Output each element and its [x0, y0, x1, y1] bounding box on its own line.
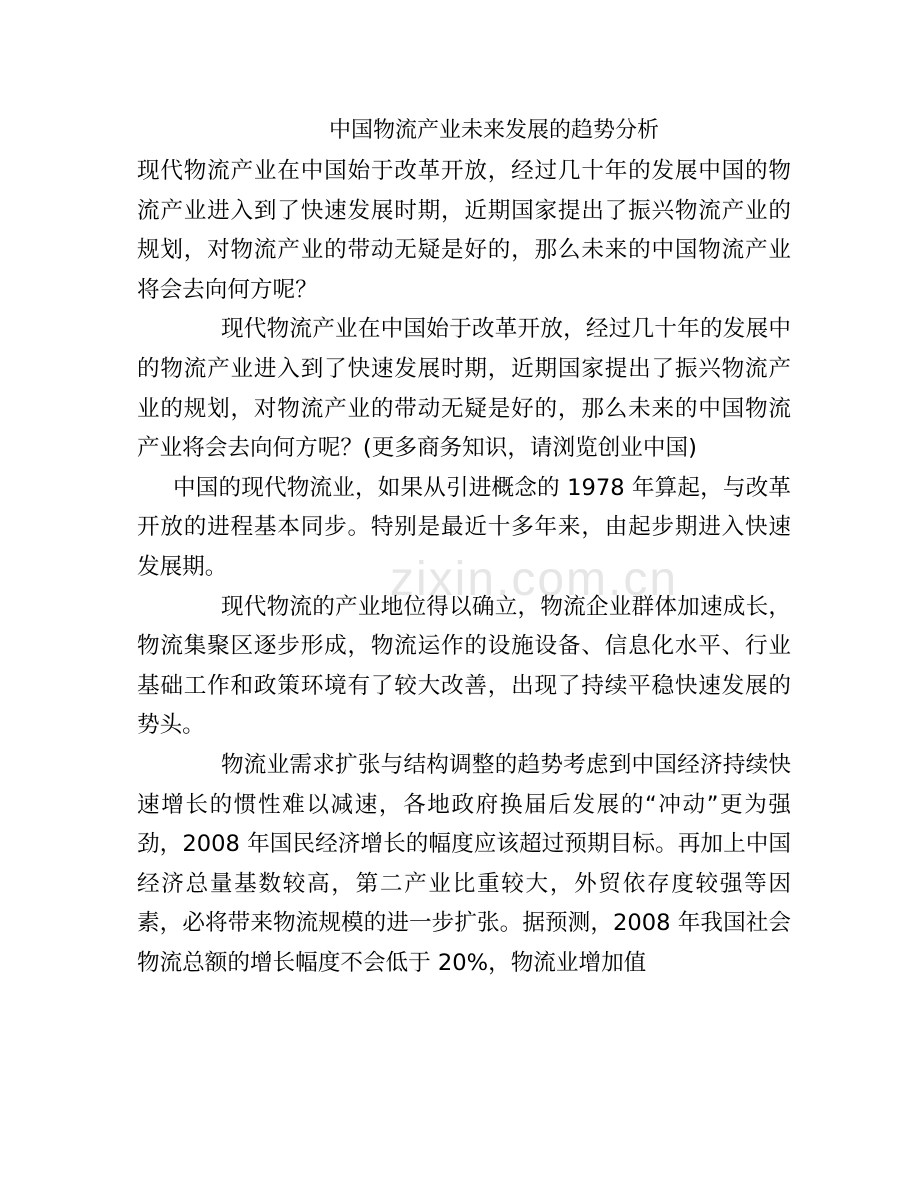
paragraph-status: 现代物流的产业地位得以确立，物流企业群体加速成长，物流集聚区逐步形成，物流运作的设施设备、信息化水平、行业基础工作和政策环境有了较大改善，出现了持续平稳快速发展的势头。	[137, 593, 791, 739]
paragraph-repeat: 现代物流产业在中国始于改革开放，经过几十年的发展中的物流产业进入到了快速发展时期，近期国家提出了振兴物流产业的规划，对物流产业的带动无疑是好的，那么未来的中国物流产业将会去向何方呢？(更多商务知识，请浏览创业中国)	[137, 316, 791, 462]
paragraph-trends: 物流业需求扩张与结构调整的趋势考虑到中国经济持续快速增长的惯性难以减速，各地政府换届后发展的“冲动”更为强劲，2008 年国民经济增长的幅度应该超过预期目标。再加上中国经济总量基数较高，第二产业比重较大，外贸依存度较强等因素，必将带来物流规模的进一步扩张。据预测，2008 年我国社会物流总额的增长幅度不会低于 20%，物流业增加值	[137, 751, 791, 976]
document-body	[137, 152, 791, 983]
watermark: zixin.com.cn	[390, 553, 679, 606]
document-title: 中国物流产业未来发展的趋势分析	[329, 118, 660, 143]
paragraph-history: 中国的现代物流业，如果从引进概念的 1978 年算起，与改革开放的进程基本同步。特别是最近十多年来，由起步期进入快速发展期。	[137, 474, 791, 580]
paragraph-intro: 现代物流产业在中国始于改革开放，经过几十年的发展中国的物流产业进入到了快速发展时期，近期国家提出了振兴物流产业的规划，对物流产业的带动无疑是好的，那么未来的中国物流产业将会去向何方呢？	[137, 158, 791, 303]
